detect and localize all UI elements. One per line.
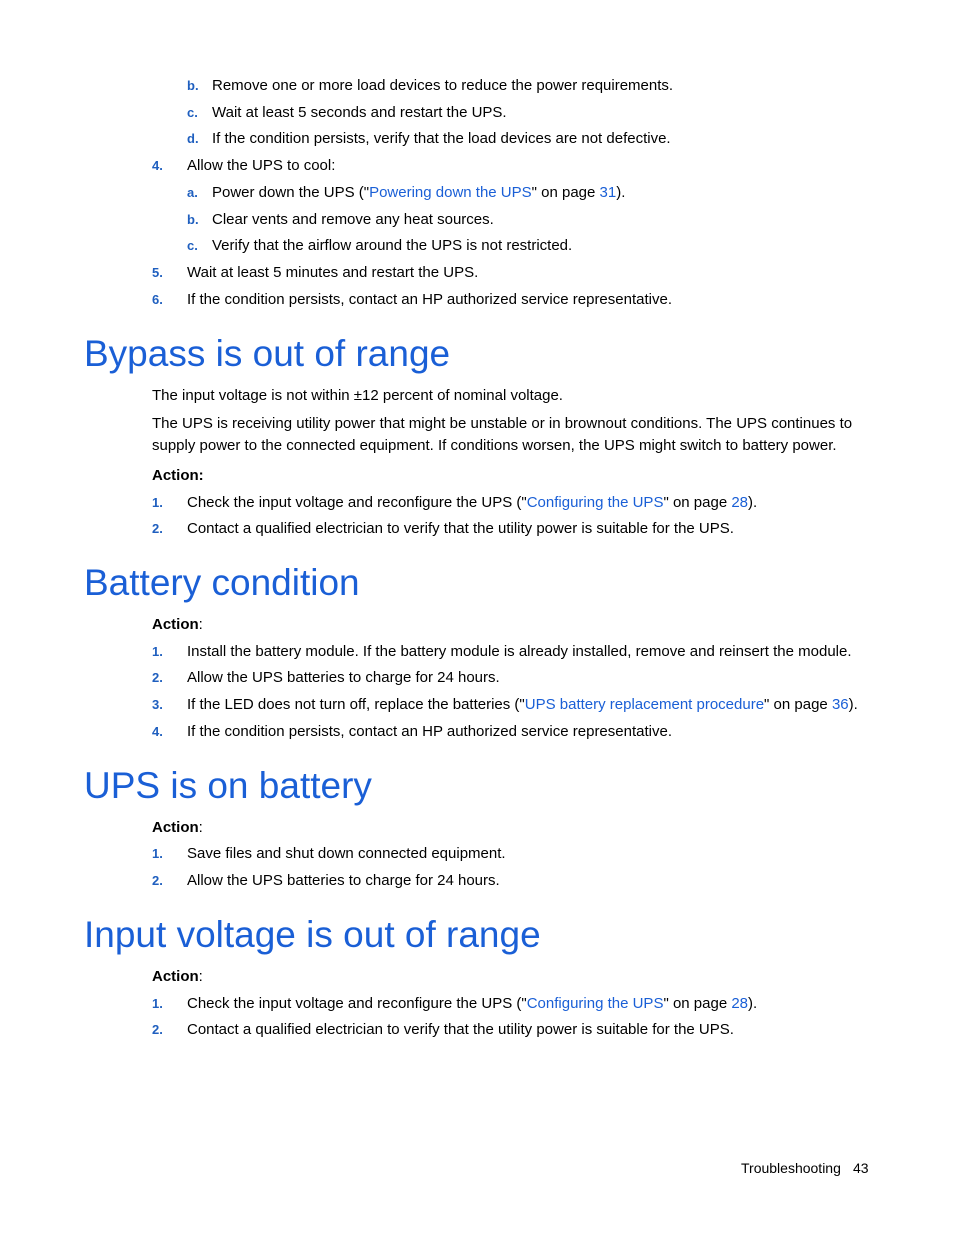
list-item-text: Wait at least 5 minutes and restart the UPS. xyxy=(187,264,479,281)
list-marker: 1. xyxy=(152,495,163,510)
action-label-text: Action xyxy=(152,819,199,836)
action-label-text: Action xyxy=(152,616,199,633)
list-marker: 1. xyxy=(152,996,163,1011)
list-marker: 1. xyxy=(152,846,163,861)
list-marker: 4. xyxy=(152,158,163,173)
colon: : xyxy=(198,819,203,836)
list-item-text: Wait at least 5 seconds and restart the UPS. xyxy=(212,104,507,121)
list-item-text: Clear vents and remove any heat sources. xyxy=(212,211,494,228)
action-label xyxy=(152,967,203,987)
text-span: ). xyxy=(848,696,858,713)
page-link[interactable]: 36 xyxy=(831,696,849,713)
text-span: Check the input voltage and reconfigure the UPS (" xyxy=(187,494,527,511)
list-marker: b. xyxy=(187,78,199,93)
list-item-text: If the condition persists, verify that the load devices are not defective. xyxy=(212,130,671,147)
list-item-text: Verify that the airflow around the UPS is not restricted. xyxy=(212,237,573,254)
list-marker: 2. xyxy=(152,1022,163,1037)
text-span: ). xyxy=(616,184,626,201)
list-item-text: Install the battery module. If the battery module is already installed, remove and reinsert the module. xyxy=(187,643,852,660)
list-marker: 6. xyxy=(152,292,163,307)
page-link[interactable]: 31 xyxy=(599,184,617,201)
section-heading-on-battery: UPS is on battery xyxy=(84,765,372,806)
list-item-text xyxy=(187,994,757,1014)
section-heading-battery: Battery condition xyxy=(84,562,360,603)
list-item-text: If the condition persists, contact an HP authorized service representative. xyxy=(187,723,672,740)
colon: : xyxy=(198,616,203,633)
battery-replacement-link[interactable]: UPS battery replacement procedure xyxy=(524,696,765,713)
list-item-text: Allow the UPS batteries to charge for 24 hours. xyxy=(187,669,500,686)
list-marker: a. xyxy=(187,185,198,200)
list-marker: 2. xyxy=(152,873,163,888)
footer-page-number: 43 xyxy=(853,1160,869,1176)
list-marker: 2. xyxy=(152,521,163,536)
action-label xyxy=(152,466,204,486)
list-marker: c. xyxy=(187,105,198,120)
paragraph: The UPS is receiving utility power that might be unstable or in brownout conditions. The UPS continues to supply power to the connected equipment. If conditions worsen, the UPS might switch to battery power. xyxy=(152,415,853,454)
list-item-text: Save files and shut down connected equipment. xyxy=(187,845,506,862)
list-marker: c. xyxy=(187,238,198,253)
text-span: " on page xyxy=(663,995,732,1012)
list-marker: 3. xyxy=(152,697,163,712)
list-item-text: Contact a qualified electrician to verify that the utility power is suitable for the UPS. xyxy=(187,1021,734,1038)
text-span: ). xyxy=(748,995,758,1012)
text-span: ). xyxy=(748,494,758,511)
action-label-text: Action: xyxy=(152,467,204,484)
text-span: " on page xyxy=(663,494,732,511)
list-item-text xyxy=(212,183,625,203)
configuring-ups-link[interactable]: Configuring the UPS xyxy=(526,494,664,511)
list-marker: b. xyxy=(187,212,199,227)
list-marker: 1. xyxy=(152,644,163,659)
list-marker: d. xyxy=(187,131,199,146)
text-span: " on page xyxy=(764,696,832,713)
action-label xyxy=(152,818,203,838)
configuring-ups-link[interactable]: Configuring the UPS xyxy=(526,995,664,1012)
powering-down-link[interactable]: Powering down the UPS xyxy=(369,184,532,201)
list-item-text: Allow the UPS batteries to charge for 24 hours. xyxy=(187,872,500,889)
text-span: " on page xyxy=(531,184,600,201)
list-item-text xyxy=(187,493,757,513)
list-item-text: If the condition persists, contact an HP authorized service representative. xyxy=(187,291,672,308)
list-item-text xyxy=(187,695,858,715)
text-span: Power down the UPS (" xyxy=(212,184,370,201)
text-span: If the LED does not turn off, replace the batteries (" xyxy=(187,696,525,713)
colon: : xyxy=(198,968,203,985)
section-heading-bypass: Bypass is out of range xyxy=(84,333,451,374)
list-marker: 2. xyxy=(152,670,163,685)
list-item-text: Contact a qualified electrician to verify that the utility power is suitable for the UPS. xyxy=(187,520,734,537)
action-label-text: Action xyxy=(152,968,199,985)
action-label xyxy=(152,615,203,635)
section-heading-input-voltage: Input voltage is out of range xyxy=(84,914,541,955)
page-link[interactable]: 28 xyxy=(731,995,749,1012)
footer-section-name: Troubleshooting xyxy=(741,1160,841,1176)
page-link[interactable]: 28 xyxy=(731,494,749,511)
list-item-text: Allow the UPS to cool: xyxy=(187,157,336,174)
list-item-text: Remove one or more load devices to reduce the power requirements. xyxy=(212,77,674,94)
list-marker: 4. xyxy=(152,724,163,739)
paragraph: The input voltage is not within ±12 percent of nominal voltage. xyxy=(152,387,563,404)
text-span: Check the input voltage and reconfigure the UPS (" xyxy=(187,995,527,1012)
list-marker: 5. xyxy=(152,265,163,280)
